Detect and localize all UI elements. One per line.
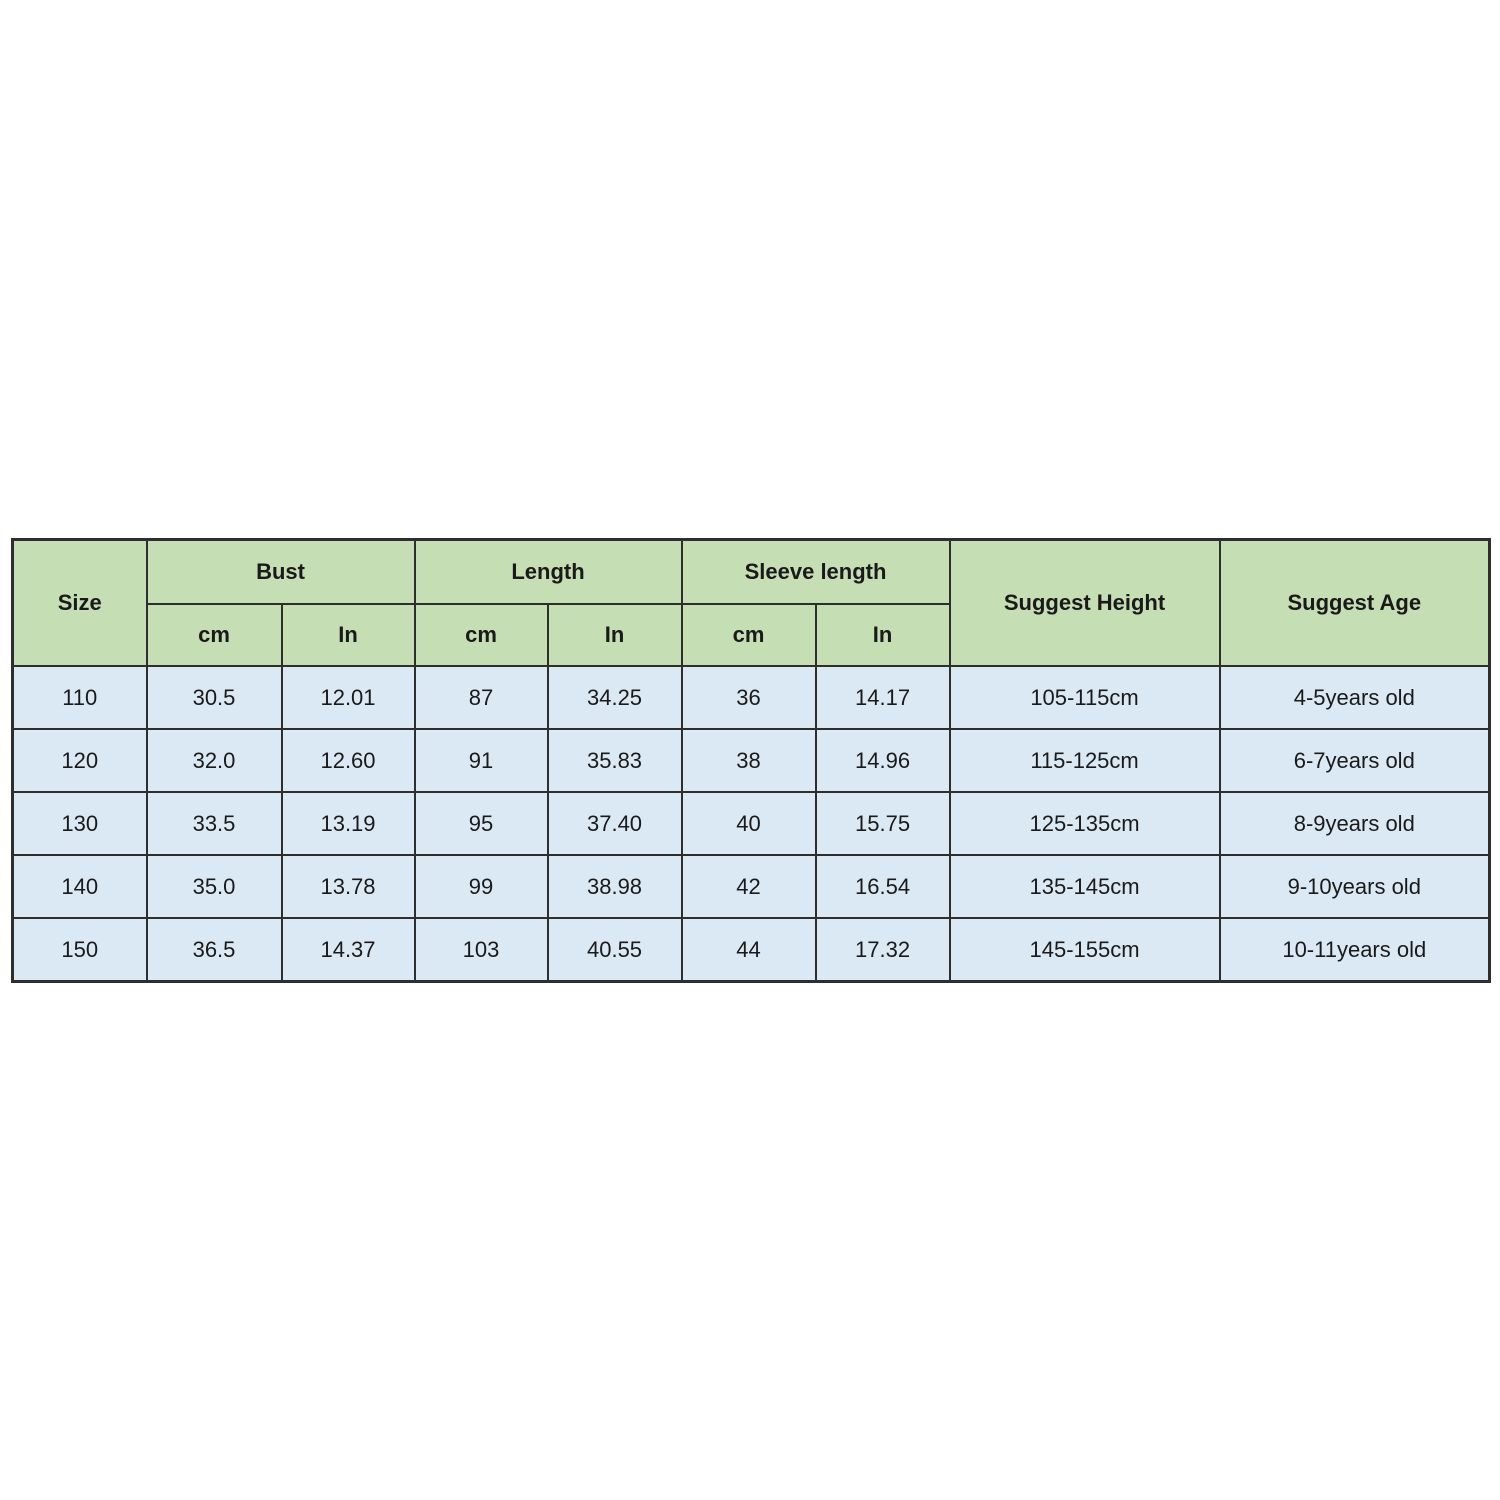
cell-bust-in: 13.19	[282, 792, 415, 855]
cell-suggest-height: 125-135cm	[950, 792, 1220, 855]
cell-bust-cm: 30.5	[147, 666, 282, 729]
cell-sleeve-in: 14.96	[816, 729, 950, 792]
size-chart-header	[13, 540, 1490, 667]
cell-size: 110	[13, 666, 147, 729]
cell-length-in: 38.98	[548, 855, 682, 918]
cell-length-cm: 87	[415, 666, 548, 729]
cell-suggest-height: 145-155cm	[950, 918, 1220, 982]
cell-sleeve-in: 16.54	[816, 855, 950, 918]
cell-suggest-age: 8-9years old	[1220, 792, 1490, 855]
table-row	[13, 666, 1490, 729]
cell-suggest-age: 9-10years old	[1220, 855, 1490, 918]
cell-length-in: 40.55	[548, 918, 682, 982]
table-row	[13, 918, 1490, 982]
table-row	[13, 792, 1490, 855]
cell-sleeve-cm: 36	[682, 666, 816, 729]
cell-sleeve-cm: 42	[682, 855, 816, 918]
unit-header-sleeve-cm: cm	[682, 604, 816, 666]
cell-length-cm: 99	[415, 855, 548, 918]
table-row	[13, 729, 1490, 792]
cell-length-in: 35.83	[548, 729, 682, 792]
cell-bust-cm: 35.0	[147, 855, 282, 918]
cell-bust-cm: 36.5	[147, 918, 282, 982]
unit-header-bust-cm: cm	[147, 604, 282, 666]
cell-size: 140	[13, 855, 147, 918]
cell-suggest-age: 4-5years old	[1220, 666, 1490, 729]
size-chart-table	[11, 538, 1491, 983]
cell-size: 150	[13, 918, 147, 982]
cell-bust-cm: 32.0	[147, 729, 282, 792]
unit-header-sleeve-in: In	[816, 604, 950, 666]
cell-length-cm: 95	[415, 792, 548, 855]
unit-header-bust-in: In	[282, 604, 415, 666]
cell-length-cm: 91	[415, 729, 548, 792]
cell-suggest-age: 10-11years old	[1220, 918, 1490, 982]
col-header-bust: Bust	[147, 540, 415, 605]
header-row-groups	[13, 540, 1490, 605]
cell-length-in: 34.25	[548, 666, 682, 729]
cell-sleeve-cm: 44	[682, 918, 816, 982]
cell-bust-in: 13.78	[282, 855, 415, 918]
col-header-suggest-age: Suggest Age	[1220, 540, 1490, 667]
cell-suggest-height: 105-115cm	[950, 666, 1220, 729]
cell-length-in: 37.40	[548, 792, 682, 855]
cell-sleeve-cm: 38	[682, 729, 816, 792]
unit-header-length-in: In	[548, 604, 682, 666]
col-header-suggest-height: Suggest Height	[950, 540, 1220, 667]
cell-size: 120	[13, 729, 147, 792]
col-header-length: Length	[415, 540, 682, 605]
cell-sleeve-in: 17.32	[816, 918, 950, 982]
unit-header-length-cm: cm	[415, 604, 548, 666]
cell-bust-in: 12.60	[282, 729, 415, 792]
cell-sleeve-in: 15.75	[816, 792, 950, 855]
cell-sleeve-cm: 40	[682, 792, 816, 855]
size-chart-body	[13, 666, 1490, 982]
cell-suggest-age: 6-7years old	[1220, 729, 1490, 792]
cell-bust-in: 12.01	[282, 666, 415, 729]
table-row	[13, 855, 1490, 918]
col-header-sleeve-length: Sleeve length	[682, 540, 950, 605]
cell-bust-in: 14.37	[282, 918, 415, 982]
cell-bust-cm: 33.5	[147, 792, 282, 855]
cell-suggest-height: 115-125cm	[950, 729, 1220, 792]
col-header-size: Size	[13, 540, 147, 667]
cell-size: 130	[13, 792, 147, 855]
cell-suggest-height: 135-145cm	[950, 855, 1220, 918]
cell-sleeve-in: 14.17	[816, 666, 950, 729]
cell-length-cm: 103	[415, 918, 548, 982]
